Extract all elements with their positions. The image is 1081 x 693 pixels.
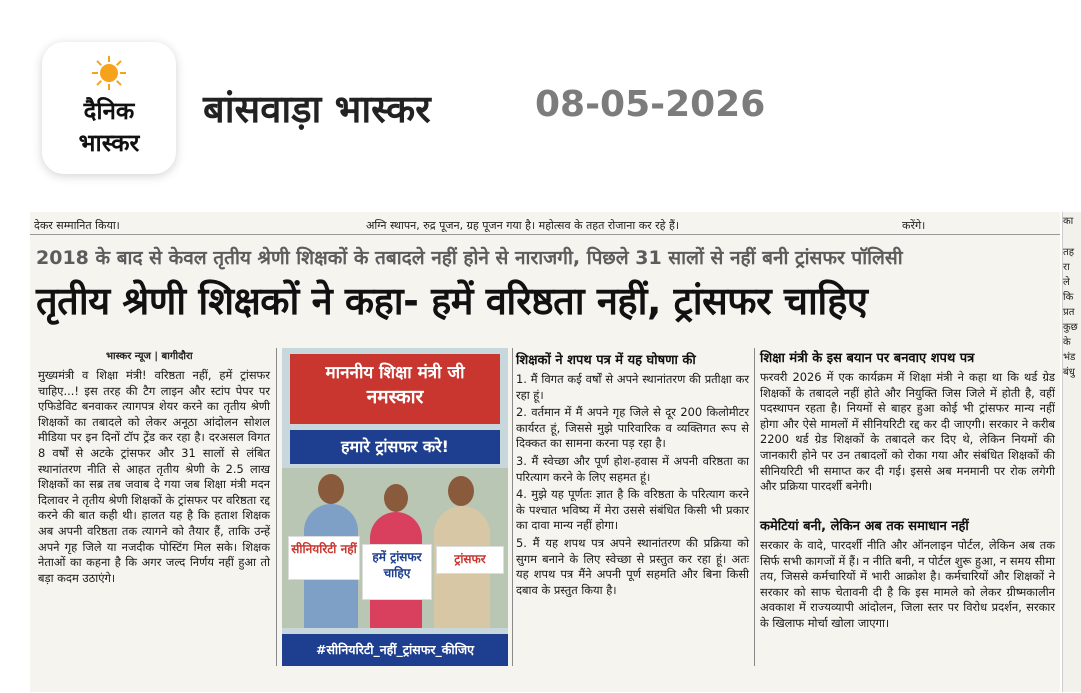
minister-statement-heading: शिक्षा मंत्री के इस बयान पर बनवाए शपथ पत्र bbox=[760, 351, 975, 366]
newspaper-page[interactable] bbox=[30, 212, 1060, 692]
affidavit-point: 3. मैं स्वेच्छा और पूर्ण होश-हवास में अपनी वरिष्ठता का परित्याग करने के लिए सहमत हूं। bbox=[516, 453, 749, 484]
app-header bbox=[0, 0, 1081, 200]
logo-text-bhaskar: भास्कर bbox=[78, 129, 140, 157]
dainik-bhaskar-logo[interactable] bbox=[42, 42, 176, 174]
strip-line: रा bbox=[1063, 262, 1070, 273]
photo-banner-line1: माननीय शिक्षा मंत्री जी bbox=[325, 363, 465, 383]
photo-hashtag: #सीनियरिटी_नहीं_ट्रांसफर_कीजिए bbox=[282, 634, 508, 666]
adjacent-column-strip bbox=[1062, 212, 1081, 692]
column-divider bbox=[754, 348, 755, 666]
person-head bbox=[384, 484, 408, 512]
person-head bbox=[318, 474, 344, 504]
strip-line: तह bbox=[1063, 247, 1075, 258]
affidavit-points bbox=[516, 372, 749, 600]
protest-photo bbox=[282, 348, 508, 666]
sun-icon bbox=[92, 56, 126, 90]
photo-banner bbox=[290, 354, 500, 424]
strip-line: कि bbox=[1063, 292, 1074, 303]
article-headline: तृतीय श्रेणी शिक्षकों ने कहा- हमें वरिष्ठता नहीं, ट्रांसफर चाहिए bbox=[36, 279, 868, 323]
committees-body: सरकार के वादे, पारदर्शी नीति और ऑनलाइन पोर्टल, लेकिन अब तक सिर्फ सभी कागजों में हैं। न नीति बनी, न पोर्टल शुरू हुआ, न समय सीमा तय, जिससे कर्मचारियों में भारी आक्रोश है। कर्मचारियों और शिक्षकों ने सरकार को साफ चेतावनी दी है कि इस मामले को लेकर ग्रीष्मकालीन अवकाश में राज्यव्यापी आंदोलन, जिला स्तर पर विरोध प्रदर्शन, सरकार के खिलाफ मोर्चा खोला जाएगा। bbox=[760, 538, 1055, 630]
article-body-col1: मुख्यमंत्री व शिक्षा मंत्री! वरिष्ठता नहीं, हमें ट्रांसफर चाहिए...! इस तरह की टैग लाइन और स्टांप पेपर पर एफिडेविट बनवाकर त्यागपत्र शेयर करने का तृतीय श्रेणी शिक्षकों का तबादले को लेकर अनूठा आंदोलन सोशल मीडिया पर इन दिनों टॉप ट्रेंड कर रहा है। दरअसल विगत 8 वर्षों से अटके ट्रांसफर और 31 सालों से लंबित स्थानांतरण नीति से आहत तृतीय श्रेणी के 2.5 लाख शिक्षकों का सब्र तब जवाब दे गया जब शिक्षा मंत्री मदन दिलावर ने तृतीय श्रेणी शिक्षकों के ट्रांसफर पर वरिष्ठता रद्द करने की बात कही थी। हालत यह है कि हताश शिक्षक अब अपनी वरिष्ठता तक त्यागने को तैयार हैं, ताकि उन्हें अपने गृह जिले या नजदीक पोस्टिंग मिल सके। शिक्षक नेताओं का कहना है कि अगर जल्द निर्णय नहीं हुआ तो बड़ा कदम उठाएंगे। bbox=[38, 368, 270, 585]
byline: भास्कर न्यूज | बागीदौरा bbox=[106, 351, 193, 362]
snippet-right: करेंगे। bbox=[902, 219, 926, 232]
column-divider bbox=[276, 348, 277, 666]
affidavit-point: 5. मैं यह शपथ पत्र अपने स्थानांतरण की प्रक्रिया को सुगम बनाने के लिए स्वेच्छा से प्रस्तुत कर रहा हूं। अतः यह शपथ पत्र मैंने अपनी पूर्ण सहमति और बिना किसी दबाव के प्रस्तुत किया है। bbox=[516, 535, 749, 597]
edition-date: 08-05-2026 bbox=[535, 84, 766, 125]
snippet-center: अग्नि स्थापन, रुद्र पूजन, ग्रह पूजन गया है। महोत्सव के तहत रोजाना कर रहे हैं। bbox=[366, 219, 680, 232]
strip-line: भंड bbox=[1063, 352, 1076, 363]
strip-line: प्रत bbox=[1063, 307, 1075, 318]
article-kicker: 2018 के बाद से केवल तृतीय श्रेणी शिक्षकों के तबादले नहीं होने से नाराजगी, पिछले 31 सालों से नहीं बनी ट्रांसफर पॉलिसी bbox=[36, 247, 903, 269]
previous-article-snippets bbox=[30, 212, 1060, 235]
person-head bbox=[448, 476, 474, 506]
photo-banner-line2: नमस्कार bbox=[366, 386, 424, 408]
column-divider bbox=[512, 348, 513, 666]
strip-line: बंधु bbox=[1063, 367, 1075, 378]
strip-line: कुछ bbox=[1063, 322, 1078, 333]
sign-transfer: ट्रांसफर bbox=[436, 546, 504, 574]
photo-transfer-bar: हमारे ट्रांसफर करे! bbox=[290, 430, 500, 464]
strip-line: के bbox=[1063, 337, 1071, 348]
affidavit-heading: शिक्षकों ने शपथ पत्र में यह घोषणा की bbox=[516, 353, 696, 368]
strip-line: ले bbox=[1063, 277, 1070, 288]
edition-title: बांसवाड़ा भास्कर bbox=[203, 87, 431, 131]
affidavit-point: 2. वर्तमान में मैं अपने गृह जिले से दूर 200 किलोमीटर कार्यरत हूं, जिससे मुझे पारिवारिक व व्यक्तिगत रूप से दिक्कत का सामना करना पड़ रहा है। bbox=[516, 405, 749, 451]
affidavit-point: 1. मैं विगत कई वर्षों से अपने स्थानांतरण की प्रतीक्षा कर रहा हूं। bbox=[516, 372, 749, 402]
snippet-left: देकर सम्मानित किया। bbox=[34, 219, 120, 232]
sign-seniority: सीनियरिटी नहीं bbox=[288, 536, 360, 580]
affidavit-point: 4. मुझे यह पूर्णतः ज्ञात है कि वरिष्ठता के परित्याग करने के पश्चात भविष्य में मेरा उससे संबंधित किसी भी प्रकार का दावा मान्य नहीं होगा। bbox=[516, 487, 749, 533]
sign-want-transfer: हमें ट्रांसफर चाहिए bbox=[362, 544, 432, 600]
strip-line: का bbox=[1063, 216, 1074, 227]
logo-text-dainik: दैनिक bbox=[83, 97, 135, 125]
committees-heading: कमेटियां बनी, लेकिन अब तक समाधान नहीं bbox=[760, 519, 969, 534]
minister-statement-body: फरवरी 2026 में एक कार्यक्रम में शिक्षा मंत्री ने कहा था कि थर्ड ग्रेड शिक्षकों के तबादले नहीं होते और नियुक्ति जिस जिले में होती है, वहीं पदस्थापन रहता है। नियमों से बाहर हुआ कोई भी ट्रांसफर मान्य नहीं होगा और ऐसे मामलों में सीनियरिटी रद्द कर दी जाएगी। सरकार ने करीब 2200 थर्ड ग्रेड शिक्षकों के तबादले कर दिए थे, लेकिन नियमों की जानकारी होने पर उन तबादलों को रोका गया और संबंधित शिक्षकों की सीनियरिटी भी समाप्त कर दी गई। इससे अब मनमानी पर रोक लगेगी और प्रक्रिया पारदर्शी बनेगी। bbox=[760, 370, 1055, 494]
